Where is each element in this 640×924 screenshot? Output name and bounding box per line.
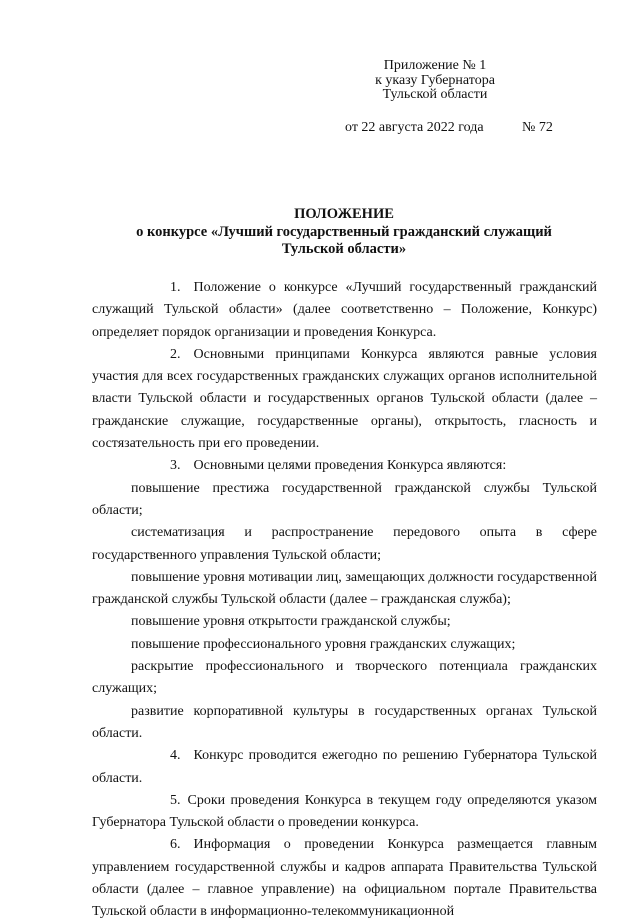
- paragraph-number: 1.: [170, 280, 181, 295]
- title-line-2: о конкурсе «Лучший государственный гражданский служащий: [136, 223, 552, 240]
- decree-number: № 72: [522, 120, 553, 135]
- document-body: [92, 277, 597, 924]
- paragraph-6: [92, 834, 597, 923]
- paragraph-number: 5.: [170, 792, 181, 808]
- paragraph-text: Основными принципами Конкурса являются равные условия участия для всех государственных гражданских служащих органов исполнительной власти Тульской области и государственных органов Тульской области (далее – гражданские служащие, государственные органы), открытость, гласность и состязательность при его проведении.: [92, 346, 597, 452]
- appendix-line-1: Приложение № 1: [383, 58, 487, 73]
- paragraph-text: систематизация и распространение передового опыта в сфере государственного управления Тульской области;: [92, 525, 597, 563]
- goal-item-7: [92, 701, 597, 746]
- paragraph-number: 3.: [170, 458, 181, 474]
- decree-date: от 22 августа 2022 года: [345, 120, 484, 135]
- paragraph-text: повышение уровня мотивации лиц, замещающих должности государственной гражданской службы Тульской области (далее – гражданская служба);: [92, 569, 597, 608]
- appendix-line-3: Тульской области: [382, 87, 488, 102]
- goal-item-4: [92, 611, 597, 633]
- paragraph-3: [92, 455, 597, 477]
- appendix-header: [340, 59, 530, 103]
- decree-date-line: [345, 120, 553, 136]
- goal-item-2: [92, 522, 597, 567]
- paragraph-text: Сроки проведения Конкурса в текущем году определяются указом Губернатора Тульской области о проведении конкурса.: [92, 792, 597, 831]
- paragraph-1: [92, 277, 597, 344]
- goal-item-1: [92, 478, 597, 523]
- goal-item-3: [92, 567, 597, 612]
- paragraph-number: 4.: [170, 748, 181, 764]
- paragraph-text: повышение уровня открытости гражданской службы;: [131, 614, 451, 630]
- paragraph-4: [92, 745, 597, 790]
- paragraph-number: 2.: [170, 346, 181, 362]
- paragraph-text: Основными целями проведения Конкурса являются:: [193, 458, 507, 474]
- paragraph-text: повышение престижа государственной гражданской службы Тульской области;: [92, 480, 597, 518]
- document-title: [88, 206, 600, 259]
- paragraph-5: [92, 790, 597, 835]
- paragraph-text: Положение о конкурсе «Лучший государственный гражданский служащий Тульской области» (далее соответственно – Положение, Конкурс) определяет порядок организации и проведения Конкурса.: [92, 280, 597, 340]
- paragraph-number: 6.: [170, 837, 181, 853]
- paragraph-text: Конкурс проводится ежегодно по решению Губернатора Тульской области.: [92, 748, 597, 786]
- goal-item-5: [92, 634, 597, 656]
- appendix-line-2: к указу Губернатора: [375, 72, 495, 88]
- title-line-3: Тульской области»: [281, 241, 407, 257]
- paragraph-text: раскрытие профессионального и творческого потенциала гражданских служащих;: [92, 659, 597, 697]
- goal-item-6: [92, 656, 597, 701]
- paragraph-text: развитие корпоративной культуры в государственных органах Тульской области.: [92, 703, 597, 741]
- paragraph-2: [92, 344, 597, 455]
- title-heading: ПОЛОЖЕНИЕ: [294, 206, 394, 222]
- paragraph-text: Информация о проведении Конкурса размещается главным управлением государственной службы и кадров аппарата Правительства Тульской области (далее – главное управление) на официальном портале Правительства Тульской области в информационно-телекоммуникационной: [92, 837, 597, 920]
- paragraph-text: повышение профессионального уровня гражданских служащих;: [131, 636, 516, 652]
